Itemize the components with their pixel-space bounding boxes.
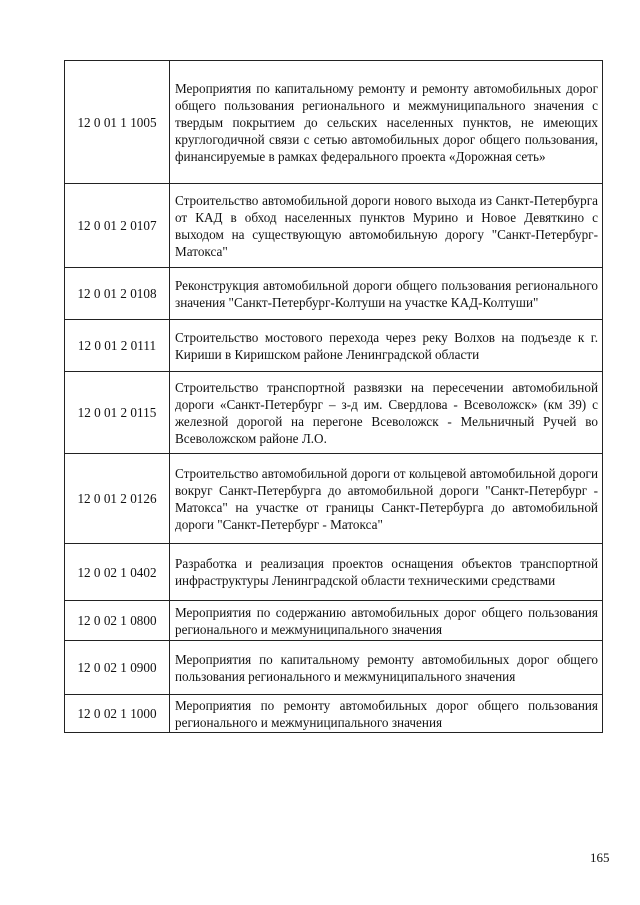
row-description: Строительство автомобильной дороги от кольцевой автомобильной дороги вокруг Санкт-Петербурга до автомобильной дороги "Санкт-Петербург - Матокса" на участке от границы Санкт-Петербурга до автомобильной дороги "Санкт-Петербург - Матокса" — [170, 454, 603, 544]
table-row — [65, 320, 603, 372]
table-row — [65, 601, 603, 641]
row-code: 12 0 02 1 0402 — [65, 544, 170, 601]
row-description: Реконструкция автомобильной дороги общего пользования регионального значения "Санкт-Петербург-Колтуши на участке КАД-Колтуши" — [170, 268, 603, 320]
row-description: Мероприятия по содержанию автомобильных дорог общего пользования регионального и межмуниципального значения — [170, 601, 603, 641]
table-row — [65, 268, 603, 320]
table-row — [65, 544, 603, 601]
row-description: Мероприятия по ремонту автомобильных дорог общего пользования регионального и межмуниципального значения — [170, 695, 603, 733]
page-number: 165 — [590, 850, 610, 865]
row-description: Строительство автомобильной дороги нового выхода из Санкт-Петербурга от КАД в обход населенных пунктов Мурино и Новое Девяткино с выходом на существующую автомобильную дорогу "Санкт-Петербург-Матокса" — [170, 184, 603, 268]
row-description: Мероприятия по капитальному ремонту и ремонту автомобильных дорог общего пользования регионального и межмуниципального значения с твердым покрытием до сельских населенных пунктов, не имеющих круглогодичной связи с сетью автомобильных дорог общего пользования, финансируемые в рамках федерального проекта «Дорожная сеть» — [170, 61, 603, 184]
row-code: 12 0 01 1 1005 — [65, 61, 170, 184]
row-code: 12 0 02 1 1000 — [65, 695, 170, 733]
table-row — [65, 695, 603, 733]
budget-code-table — [64, 60, 603, 733]
row-code: 12 0 01 2 0108 — [65, 268, 170, 320]
row-description: Строительство транспортной развязки на пересечении автомобильной дороги «Санкт-Петербург – з-д им. Свердлова - Всеволожск» (км 39) с железной дорогой на перегоне Всеволожск - Мельничный Ручей во Всеволожском районе Л.О. — [170, 372, 603, 454]
row-code: 12 0 01 2 0107 — [65, 184, 170, 268]
row-description: Строительство мостового перехода через реку Волхов на подъезде к г. Кириши в Киришском районе Ленинградской области — [170, 320, 603, 372]
row-description: Разработка и реализация проектов оснащения объектов транспортной инфраструктуры Ленинградской области техническими средствами — [170, 544, 603, 601]
row-code: 12 0 01 2 0111 — [65, 320, 170, 372]
table-row — [65, 372, 603, 454]
table-row — [65, 61, 603, 184]
row-code: 12 0 01 2 0126 — [65, 454, 170, 544]
row-code: 12 0 01 2 0115 — [65, 372, 170, 454]
table-row — [65, 454, 603, 544]
row-code: 12 0 02 1 0900 — [65, 641, 170, 695]
table-row — [65, 641, 603, 695]
row-description: Мероприятия по капитальному ремонту автомобильных дорог общего пользования регионального и межмуниципального значения — [170, 641, 603, 695]
table-row — [65, 184, 603, 268]
row-code: 12 0 02 1 0800 — [65, 601, 170, 641]
